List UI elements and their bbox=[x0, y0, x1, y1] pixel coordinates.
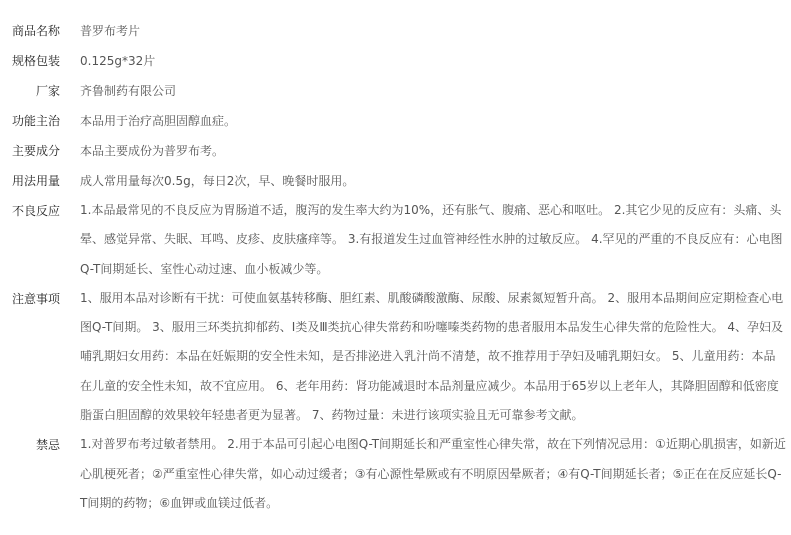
field-label: 商品名称 bbox=[11, 24, 60, 38]
info-row-indications bbox=[0, 106, 791, 136]
field-label: 用法用量 bbox=[11, 174, 60, 188]
field-label: 功能主治 bbox=[11, 114, 60, 128]
field-value: 1.对普罗布考过敏者禁用。 2.用于本品可引起心电图Q-T间期延长和严重室性心律失常，故在下列情况忌用：①近期心肌损害，如新近心肌梗死者；②严重室性心律失常，如心动过缓者；③有心源性晕厥或有不明原因晕厥者；④有Q-T间期延长者；⑤正在在反应延长Q-T间期的药物；⑥血钾或血镁过低者。 bbox=[80, 437, 786, 510]
field-label: 不良反应 bbox=[11, 204, 60, 218]
field-value: 齐鲁制药有限公司 bbox=[80, 84, 177, 98]
field-value: 1.本品最常见的不良反应为胃肠道不适，腹泻的发生率大约为10%，还有胀气、腹痛、恶心和呕吐。 2.其它少见的反应有：头痛、头晕、感觉异常、失眠、耳鸣、皮疹、皮肤瘙痒等。 3.有报道发生过血管神经性水肿的过敏反应。 4.罕见的严重的不良反应有：心电图Q-T间期延长、室性心动过速、血小板减少等。 bbox=[80, 203, 783, 276]
field-label: 禁忌 bbox=[35, 438, 60, 453]
field-value: 普罗布考片 bbox=[80, 24, 141, 38]
info-row-product-name bbox=[0, 16, 791, 46]
info-row-ingredients bbox=[0, 136, 791, 166]
field-value: 本品主要成份为普罗布考。 bbox=[80, 144, 225, 158]
field-label: 注意事项 bbox=[11, 291, 60, 306]
info-row-manufacturer bbox=[0, 76, 791, 106]
info-row-adverse-reactions bbox=[0, 196, 791, 284]
field-label: 厂家 bbox=[35, 84, 60, 98]
info-row-precautions bbox=[0, 284, 791, 430]
field-value: 本品用于治疗高胆固醇血症。 bbox=[80, 114, 237, 128]
field-label: 规格包装 bbox=[11, 54, 60, 68]
field-value: 0.125g*32片 bbox=[80, 54, 156, 68]
product-info-table bbox=[0, 16, 791, 518]
info-row-specification bbox=[0, 46, 791, 76]
field-value: 1、服用本品对诊断有干扰：可使血氨基转移酶、胆红素、肌酸磷酸激酶、尿酸、尿素氮短暂升高。 2、服用本品期间应定期检查心电图Q-T间期。 3、服用三环类抗抑郁药、Ⅰ类及Ⅲ类抗心律失常药和吩噻嗪类药物的患者服用本品发生心律失常的危险性大。 4、孕妇及哺乳期妇女用药：本品在妊娠期的安全性未知，是否排泌进入乳汁尚不清楚，故不推荐用于孕妇及哺乳期妇女。 5、儿童用药：本品在儿童的安全性未知，故不宜应用。 6、老年用药：肾功能减退时本品剂量应减少。本品用于65岁以上老年人，其降胆固醇和低密度脂蛋白胆固醇的效果较年轻患者更为显著。 7、药物过量：未进行该项实验且无可靠参考文献。 bbox=[80, 290, 784, 423]
info-row-dosage bbox=[0, 166, 791, 196]
field-value: 成人常用量每次0.5g，每日2次，早、晚餐时服用。 bbox=[80, 174, 355, 188]
info-row-contraindications bbox=[0, 430, 791, 518]
field-label: 主要成分 bbox=[11, 144, 60, 158]
